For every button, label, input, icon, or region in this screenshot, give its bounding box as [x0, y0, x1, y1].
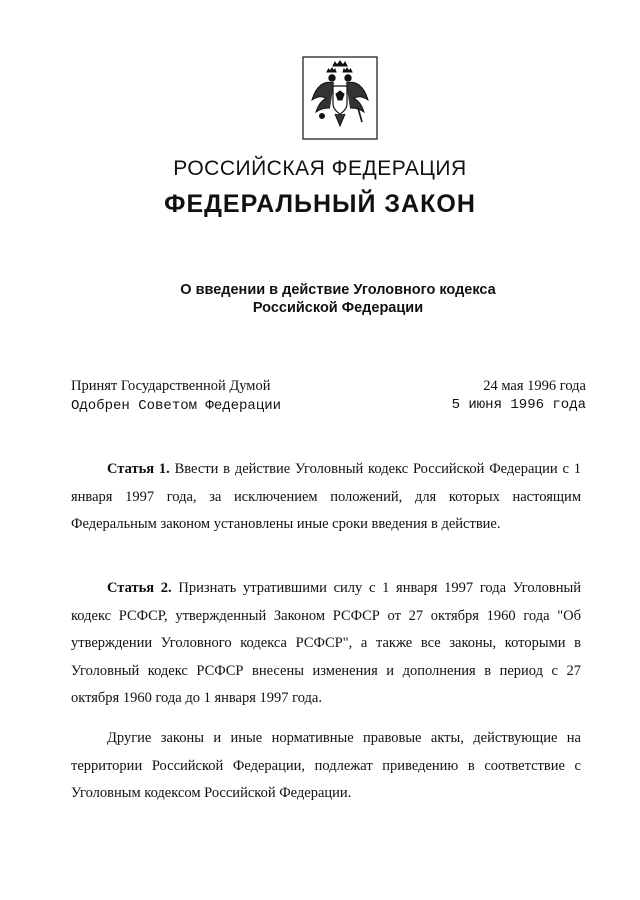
duma-adoption-date: 24 мая 1996 года [483, 378, 586, 394]
article-2-label: Статья 2. [107, 580, 172, 596]
law-type-heading: ФЕДЕРАЛЬНЫЙ ЗАКОН [164, 190, 476, 218]
article-1 [71, 456, 581, 539]
council-approval-label: Одобрен Советом Федерации [71, 398, 282, 414]
paragraph-other-laws-text: Другие законы и иные нормативные правовые акты, действующие на территории Российской Федерации, подлежат приведению в соответствие с Уголовным кодексом Российской Федерации. [71, 730, 581, 801]
law-title-line-1: О введении в действие Уголовного кодекса [180, 282, 496, 298]
council-approval-date: 5 июня 1996 года [451, 397, 586, 413]
article-1-label: Статья 1. [107, 461, 170, 477]
duma-adoption-label: Принят Государственной Думой [71, 378, 271, 394]
article-1-text: Ввести в действие Уголовный кодекс Российской Федерации с 1 января 1997 года, за исключением положений, для которых настоящим Федеральным законом установлены иные сроки введения в действие. [71, 461, 581, 532]
article-2 [71, 575, 581, 713]
coat-of-arms-emblem [302, 56, 378, 140]
law-title [0, 281, 640, 317]
country-name: РОССИЙСКАЯ ФЕДЕРАЦИЯ [173, 157, 467, 180]
paragraph-other-laws [71, 725, 581, 808]
law-title-line-2: Российской Федерации [252, 300, 424, 316]
article-2-text: Признать утратившими силу с 1 января 1997 года Уголовный кодекс РСФСР, утвержденный Законом РСФСР от 27 октября 1960 года "Об утверждении Уголовного кодекса РСФСР", а также все законы, которыми в Уголовный кодекс РСФСР внесены изменения и дополнения в период с 27 октября 1960 года до 1 января 1997 года. [71, 580, 581, 706]
